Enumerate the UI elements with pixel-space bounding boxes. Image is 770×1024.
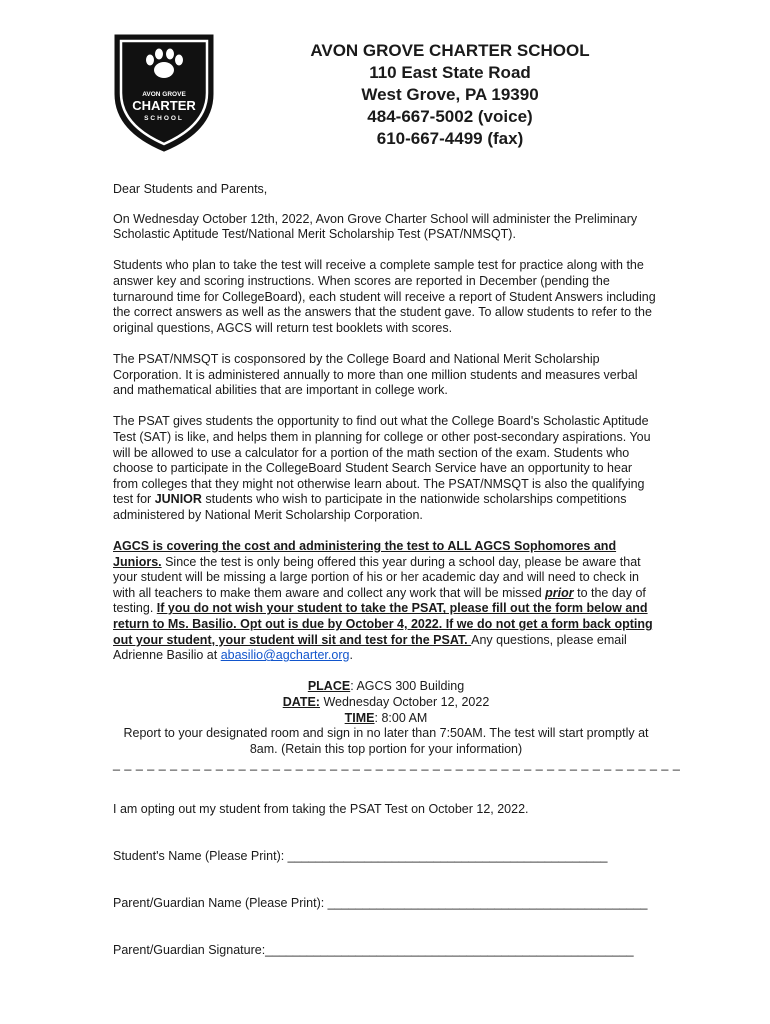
logo-line1: AVON GROVE (142, 91, 186, 98)
phone-voice: 484-667-5002 (voice) (367, 107, 533, 126)
time-label: TIME (344, 710, 375, 725)
p5-prior: prior (545, 585, 574, 600)
place-value: : AGCS 300 Building (350, 679, 465, 694)
greeting: Dear Students and Parents, (113, 182, 268, 196)
parent-name-field: Parent/Guardian Name (Please Print): ______________________________________________ (113, 895, 648, 910)
p5-optout-notice: If you do not wish your student to take the PSAT, please fill out the form below and return to Ms. Basilio. Opt out is due by October 4, 2022. If we do not get a form back opting out your student, your student will sit and test for the PSAT. (113, 601, 653, 647)
school-name: AVON GROVE CHARTER SCHOOL (310, 41, 590, 60)
place-label: PLACE (307, 679, 351, 694)
address-line-1: 110 East State Road (369, 63, 531, 82)
paragraph-5 (113, 539, 659, 664)
p5-text-g: . (349, 648, 353, 663)
logo-line3: SCHOOL (144, 115, 184, 122)
time-line (113, 711, 659, 727)
test-details (113, 679, 659, 757)
p4-text-c: students who wish to participate in the nationwide scholarships competitions administered by National Merit Scholarship Corporation. (113, 492, 627, 522)
phone-fax: 610-667-4499 (fax) (376, 129, 524, 148)
optout-statement: I am opting out my student from taking the PSAT Test on October 12, 2022. (113, 802, 529, 816)
parent-signature-field: Parent/Guardian Signature:_____________________________________________________ (113, 942, 634, 957)
email-link[interactable]: abasilio@agcharter.org (220, 648, 350, 663)
p5-text-b: Since the test is only being offered this year during a school day, please be aware that your student will be missing a large portion of his or her academic day and will need to check in with all teachers to make them aware and collect any work that will be missed (113, 554, 641, 600)
school-logo (112, 32, 216, 154)
date-line (113, 695, 659, 711)
cut-line-divider: _ _ _ _ _ _ _ _ _ _ _ _ _ _ _ _ _ _ _ _ _ _ _ _ _ _ _ _ _ _ _ _ _ _ _ _ _ _ _ _ _ _ _ _ _ _ _ _ _ _ (113, 757, 681, 772)
letter-body (113, 182, 681, 773)
time-value: : 8:00 AM (374, 710, 428, 725)
paragraph-2: Students who plan to take the test will receive a complete sample test for practice along with the answer key and scoring instructions. When scores are reported in December (pending the turnaround time for CollegeBoard), each student will receive a report of Student Answers including the correct answers as well as the answers that the student gave. To allow students to refer to the original questions, AGCS will return test booklets with scores. (113, 258, 656, 335)
date-label: DATE: (282, 695, 320, 709)
paragraph-1: On Wednesday October 12th, 2022, Avon Grove Charter School will administer the Preliminary Scholastic Aptitude Test/National Merit Scholarship Test (PSAT/NMSQT). (113, 211, 638, 242)
p5-cost-notice: AGCS is covering the cost and administering the test to ALL AGCS Sophomores and Juniors. (113, 539, 617, 569)
p5-text-f: Any questions, please email Adrienne Basilio at (113, 632, 627, 663)
p5-text-d: to the day of testing. (113, 585, 646, 616)
report-instructions: Report to your designated room and sign in no later than 7:50AM. The test will start promptly at 8am. (Retain this top portion for your information) (123, 726, 649, 756)
student-name-field: Student's Name (Please Print): ______________________________________________ (113, 848, 608, 863)
letterhead (250, 40, 650, 150)
shield-logo-icon (112, 32, 216, 154)
optout-form (113, 802, 673, 990)
place-line (113, 679, 659, 695)
address-line-2: West Grove, PA 19390 (361, 85, 539, 104)
paragraph-3: The PSAT/NMSQT is cosponsored by the College Board and National Merit Scholarship Corporation. It is administered annually to more than one million students and measures verbal and mathematical abilities that are important in college work. (113, 351, 638, 398)
logo-line2: CHARTER (132, 98, 196, 113)
date-value: Wednesday October 12, 2022 (319, 695, 490, 709)
p4-junior: JUNIOR (154, 492, 202, 507)
p4-text-a: The PSAT gives students the opportunity to find out what the College Board's Scholastic Aptitude Test (SAT) is like, and helps them in planning for college or other post-secondary aspirations. You will be allowed to use a calculator for a portion of the math section of the exam. Students who choose to participate in the CollegeBoard Student Search Service have an opportunity to hear from colleges that they might not otherwise learn about. The PSAT/NMSQT is also the qualifying test for (113, 414, 651, 507)
paragraph-4 (113, 414, 659, 523)
